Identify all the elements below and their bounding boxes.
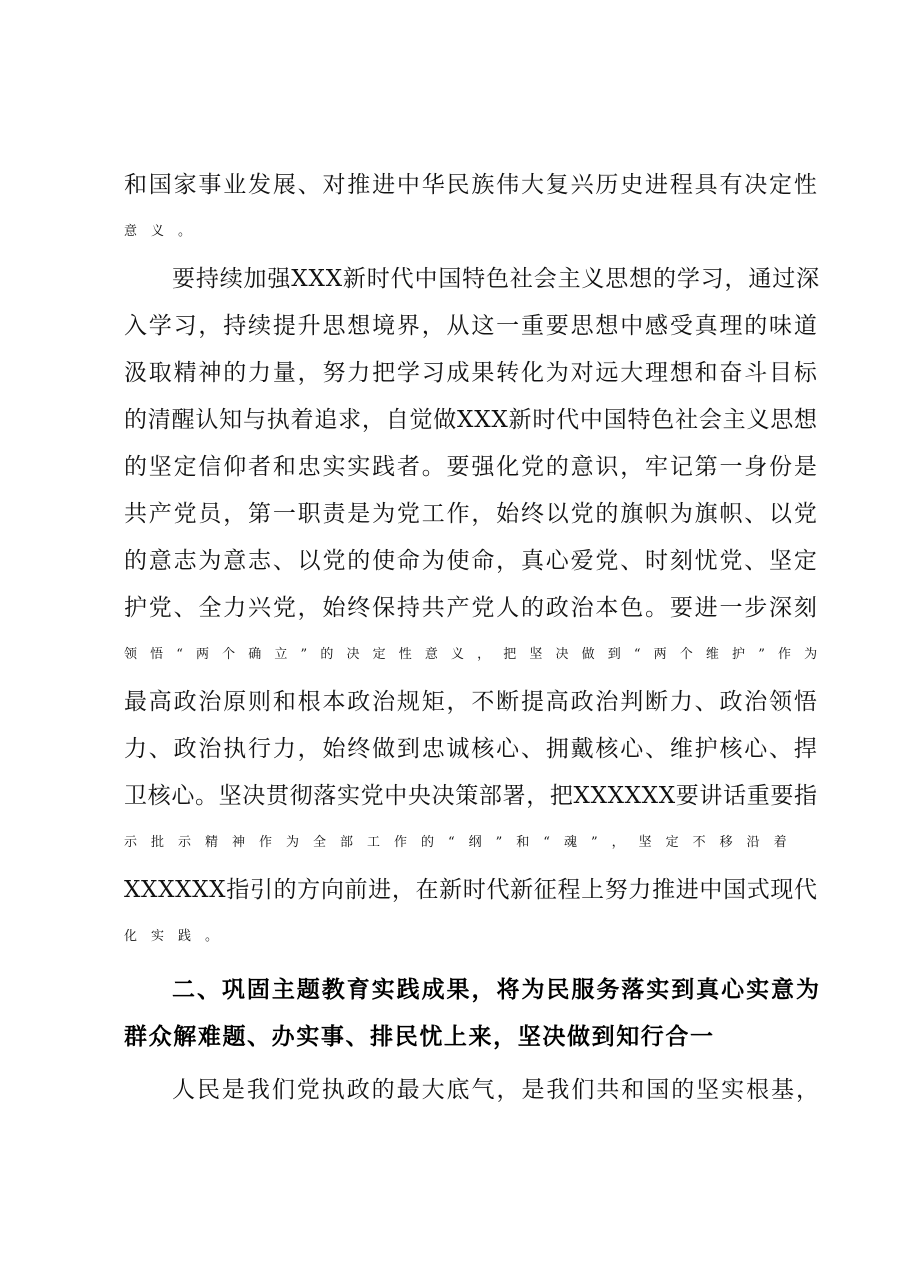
section-heading: 二、巩固主题教育实践成果，将为民服务落实到真心实意为: [172, 977, 821, 1003]
text-line: 意义。: [124, 224, 206, 239]
text-line: 化实践。: [124, 929, 233, 944]
text-line: XXXXXX指引的方向前进，在新时代新征程上努力推进中国式现代: [124, 877, 818, 903]
text-line: 和国家事业发展、对推进中华民族伟大复兴历史进程具有决定性: [124, 172, 819, 198]
text-line: 护党、全力兴党，始终保持共产党人的政治本色。要进一步深刻: [124, 595, 819, 621]
text-line: 共产党员，第一职责是为党工作，始终以党的旗帜为旗帜、以党: [124, 501, 819, 527]
text-line: 入学习，持续提升思想境界，从这一重要思想中感受真理的味道: [124, 313, 819, 339]
text-line: 的意志为意志、以党的使命为使命，真心爱党、时刻忧党、坚定: [124, 548, 819, 574]
text-line: 最高政治原则和根本政治规矩，不断提高政治判断力、政治领悟: [124, 689, 819, 715]
text-line: 卫核心。坚决贯彻落实党中央决策部署，把XXXXXX要讲话重要指: [124, 783, 818, 809]
text-line: 的清醒认知与执着追求，自觉做XXX新时代中国特色社会主义思想: [124, 407, 818, 433]
text-line: 领悟“两个确立”的决定性意义，把坚决做到“两个维护”作为: [124, 647, 831, 662]
text-line: 要持续加强XXX新时代中国特色社会主义思想的学习，通过深: [172, 266, 820, 292]
text-line: 的坚定信仰者和忠实实践者。要强化党的意识，牢记第一身份是: [124, 454, 819, 480]
text-line: 示批示精神作为全部工作的“纲”和“魂”，坚定不移沿着: [124, 835, 801, 850]
text-line: 力、政治执行力，始终做到忠诚核心、拥戴核心、维护核心、捍: [124, 736, 819, 762]
section-heading: 群众解难题、办实事、排民忧上来，坚决做到知行合一: [124, 1024, 715, 1050]
text-line: 汲取精神的力量，努力把学习成果转化为对远大理想和奋斗目标: [124, 360, 819, 386]
text-line: 人民是我们党执政的最大底气，是我们共和国的坚实根基，: [172, 1077, 821, 1103]
